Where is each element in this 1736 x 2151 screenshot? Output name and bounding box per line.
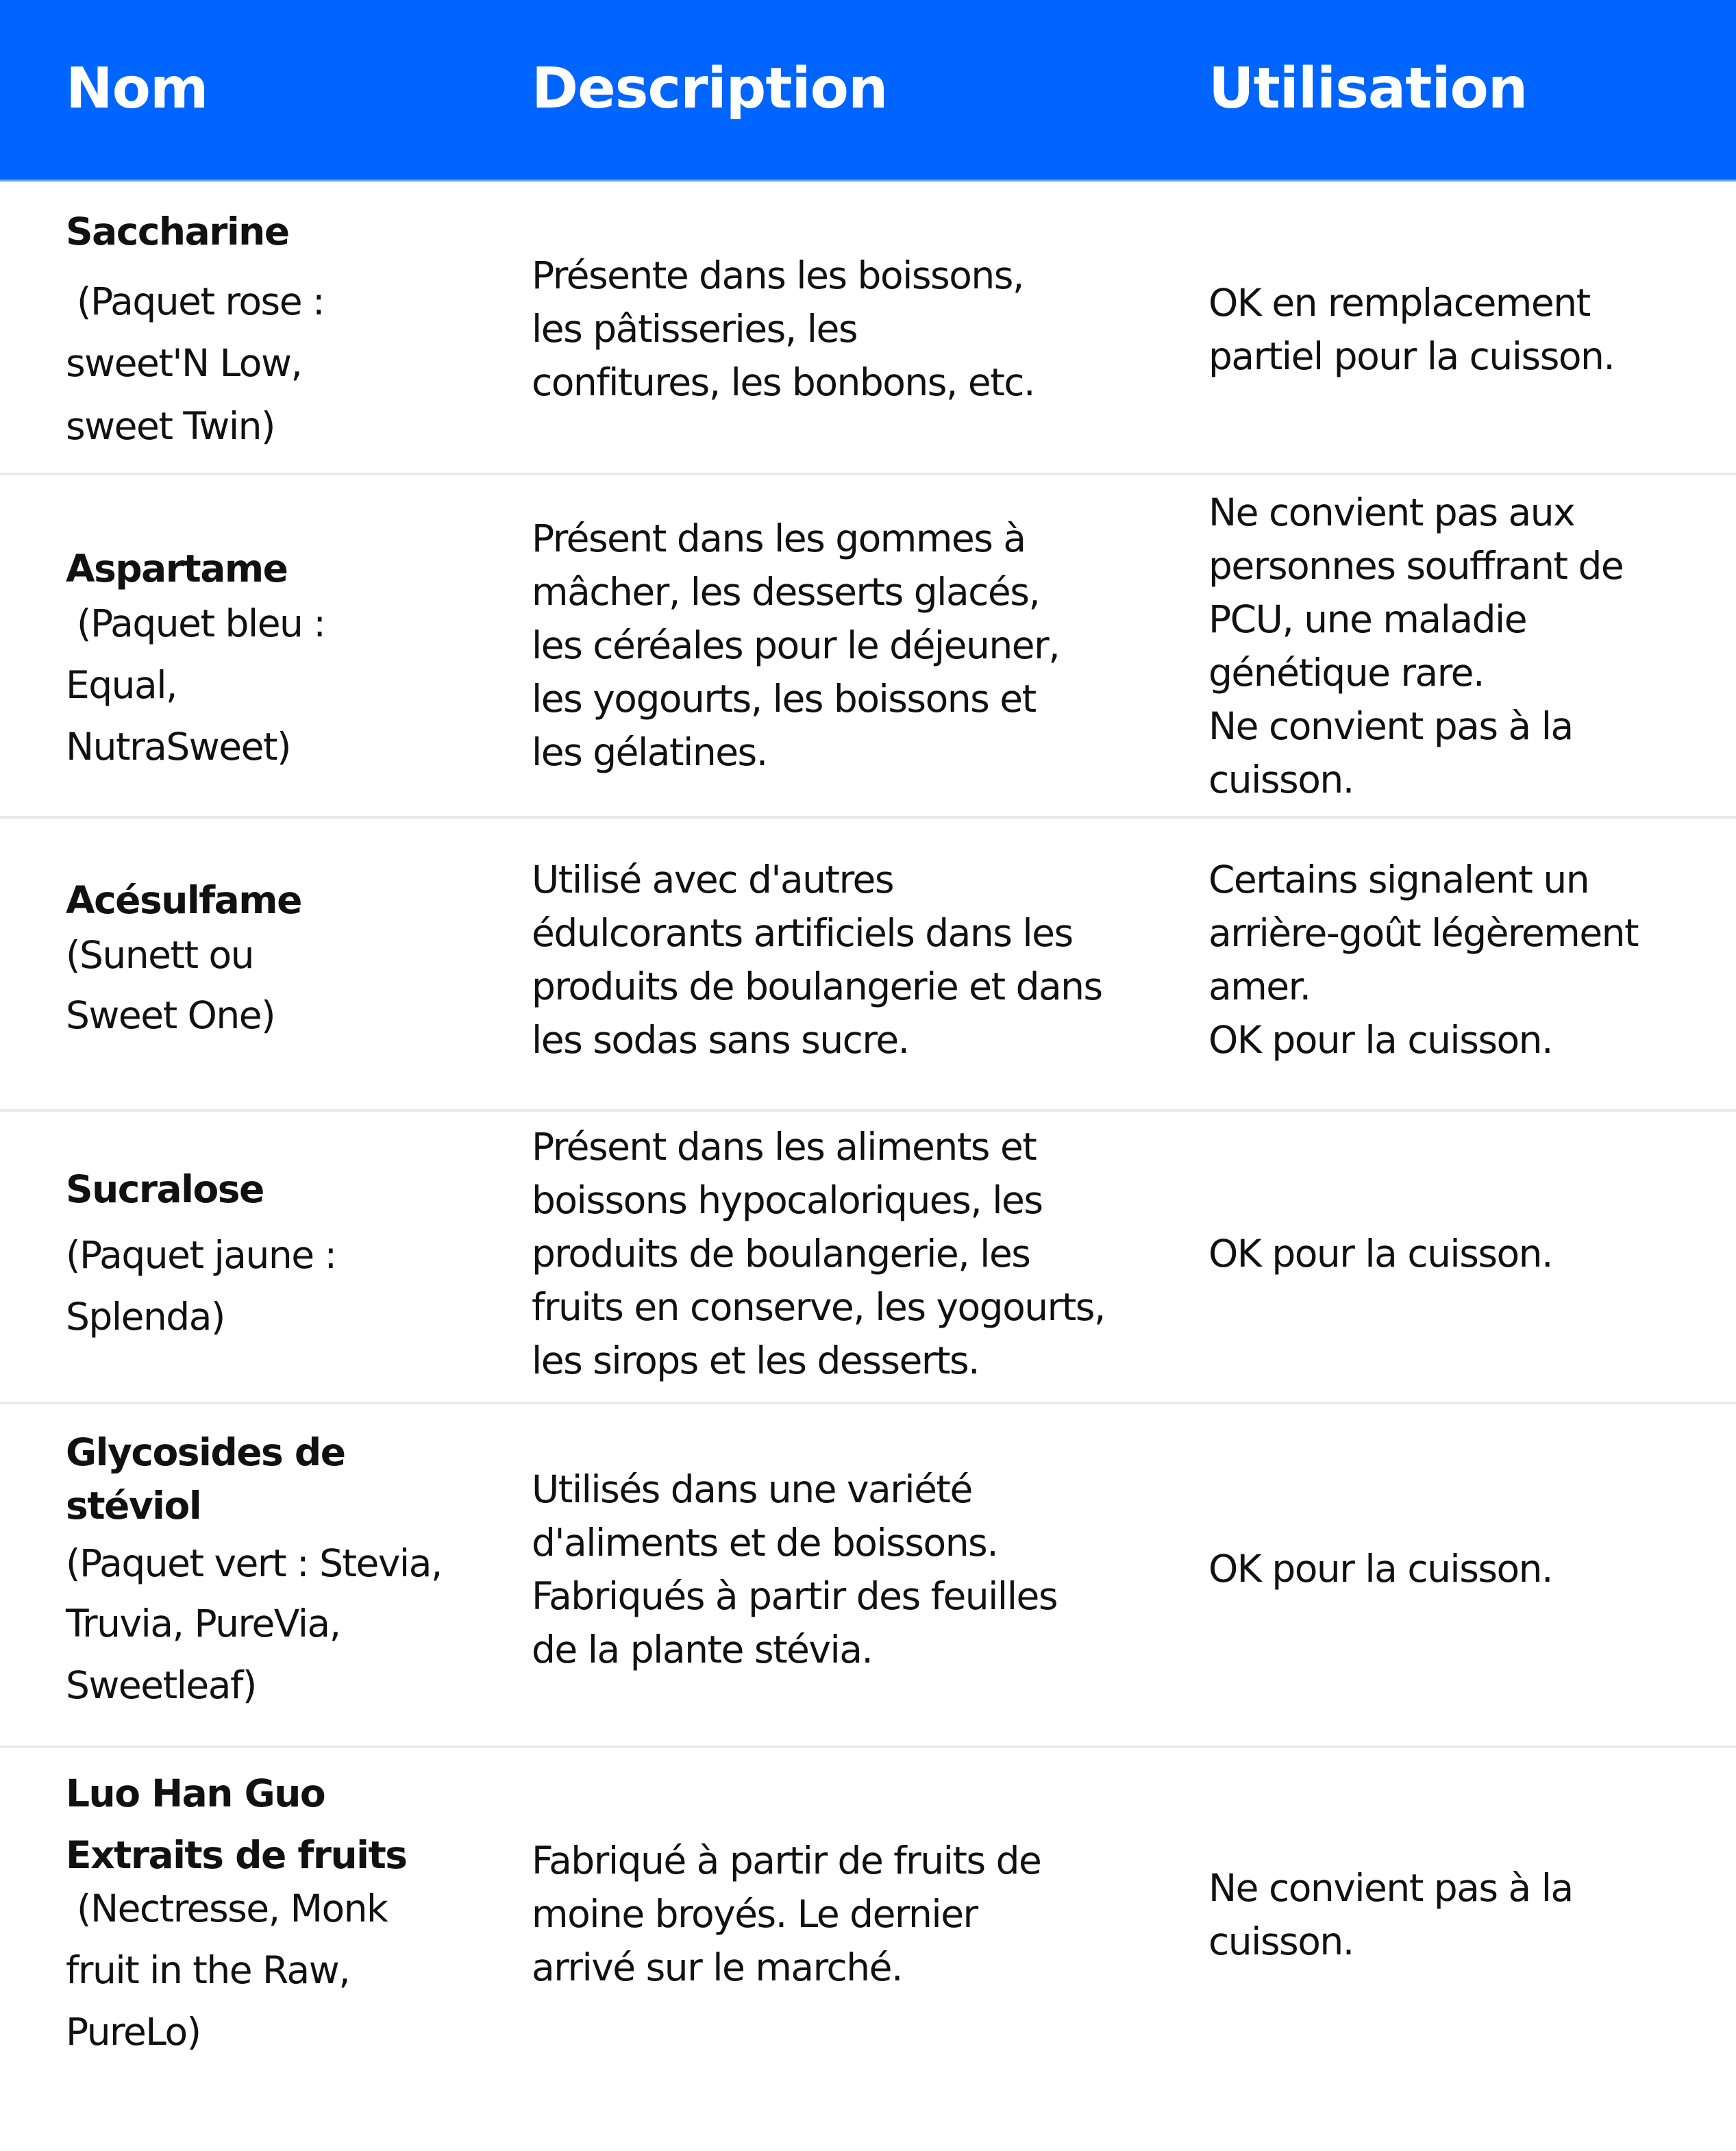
- description-text: Utilisés dans une variété: [532, 1467, 972, 1511]
- sweetener-brands: fruit in the Raw,: [66, 1948, 350, 1992]
- usage-text: OK pour la cuisson.: [1208, 1232, 1553, 1276]
- sweetener-name: Extraits de fruits: [66, 1833, 407, 1877]
- description-text: Présent dans les aliments et: [532, 1125, 1037, 1169]
- sweetener-brands: (Paquet vert : Stevia,: [66, 1541, 442, 1585]
- sweetener-brands: PureLo): [66, 2010, 201, 2054]
- sweetener-name: Aspartame: [66, 547, 288, 590]
- usage-text: partiel pour la cuisson.: [1208, 334, 1615, 378]
- description-text: les pâtisseries, les: [532, 307, 857, 351]
- description-text: édulcorants artificiels dans les: [532, 911, 1073, 955]
- usage-text: génétique rare.: [1208, 651, 1484, 695]
- description-text: moine broyés. Le dernier: [532, 1892, 978, 1936]
- usage-text: OK en remplacement: [1208, 281, 1590, 325]
- header-nom: Nom: [66, 56, 208, 121]
- usage-text: cuisson.: [1208, 1919, 1354, 1963]
- usage-text: Ne convient pas aux: [1208, 490, 1575, 534]
- description-text: Fabriqué à partir de fruits de: [532, 1839, 1041, 1882]
- description-text: arrivé sur le marché.: [532, 1945, 902, 1989]
- row-divider: [0, 816, 1736, 819]
- sweetener-name: Sucralose: [66, 1167, 264, 1211]
- description-text: confitures, les bonbons, etc.: [532, 360, 1035, 404]
- sweetener-name: Acésulfame: [66, 878, 301, 922]
- usage-text: PCU, une maladie: [1208, 597, 1527, 641]
- description-text: Utilisé avec d'autres: [532, 858, 894, 902]
- usage-text: personnes souffrant de: [1208, 544, 1624, 588]
- row-divider: [0, 1402, 1736, 1404]
- sweetener-brands: sweet'N Low,: [66, 341, 302, 385]
- sweetener-brands: (Paquet rose :: [66, 279, 325, 323]
- usage-text: amer.: [1208, 965, 1311, 1008]
- row-divider: [0, 1109, 1736, 1112]
- usage-text: Ne convient pas à la: [1208, 1866, 1573, 1910]
- description-text: les céréales pour le déjeuner,: [532, 623, 1060, 667]
- row-divider: [0, 1745, 1736, 1748]
- sweetener-brands: sweet Twin): [66, 404, 275, 448]
- description-text: de la plante stévia.: [532, 1628, 873, 1671]
- sweetener-brands: (Sunett ou: [66, 933, 254, 977]
- sweetener-brands: Sweet One): [66, 993, 275, 1037]
- sweetener-brands: (Nectresse, Monk: [66, 1887, 388, 1930]
- description-text: produits de boulangerie et dans: [532, 965, 1102, 1008]
- description-text: Présente dans les boissons,: [532, 253, 1024, 297]
- sweetener-name: Luo Han Guo: [66, 1771, 325, 1815]
- description-text: les sodas sans sucre.: [532, 1018, 909, 1062]
- description-text: boissons hypocaloriques, les: [532, 1178, 1043, 1222]
- row-divider: [0, 473, 1736, 475]
- sweetener-brands: Truvia, PureVia,: [66, 1602, 340, 1645]
- sweetener-brands: Sweetleaf): [66, 1663, 256, 1707]
- usage-text: Ne convient pas à la: [1208, 704, 1573, 748]
- description-text: fruits en conserve, les yogourts,: [532, 1285, 1105, 1329]
- description-text: Fabriqués à partir des feuilles: [532, 1574, 1057, 1618]
- usage-text: OK pour la cuisson.: [1208, 1018, 1553, 1062]
- sweetener-name: Glycosides de: [66, 1430, 345, 1474]
- description-text: les yogourts, les boissons et: [532, 677, 1036, 721]
- sweetener-name: stéviol: [66, 1484, 201, 1528]
- description-text: mâcher, les desserts glacés,: [532, 570, 1040, 614]
- usage-text: cuisson.: [1208, 758, 1354, 801]
- description-text: les sirops et les desserts.: [532, 1339, 980, 1382]
- usage-text: Certains signalent un: [1208, 858, 1589, 902]
- sweetener-brands: (Paquet jaune :: [66, 1233, 336, 1277]
- usage-text: OK pour la cuisson.: [1208, 1547, 1553, 1591]
- header-underline: [0, 179, 1736, 182]
- sweetener-brands: (Paquet bleu :: [66, 601, 325, 645]
- header-description: Description: [532, 56, 888, 121]
- usage-text: arrière-goût légèrement: [1208, 911, 1639, 955]
- sweetener-brands: Equal,: [66, 663, 177, 707]
- sweetener-brands: Splenda): [66, 1295, 225, 1339]
- description-text: Présent dans les gommes à: [532, 517, 1026, 560]
- description-text: d'aliments et de boissons.: [532, 1521, 998, 1565]
- sweetener-name: Saccharine: [66, 210, 289, 253]
- sweetener-brands: NutraSweet): [66, 725, 290, 769]
- header-utilisation: Utilisation: [1208, 56, 1528, 121]
- description-text: produits de boulangerie, les: [532, 1232, 1030, 1276]
- table-header: [0, 0, 1736, 179]
- description-text: les gélatines.: [532, 730, 767, 774]
